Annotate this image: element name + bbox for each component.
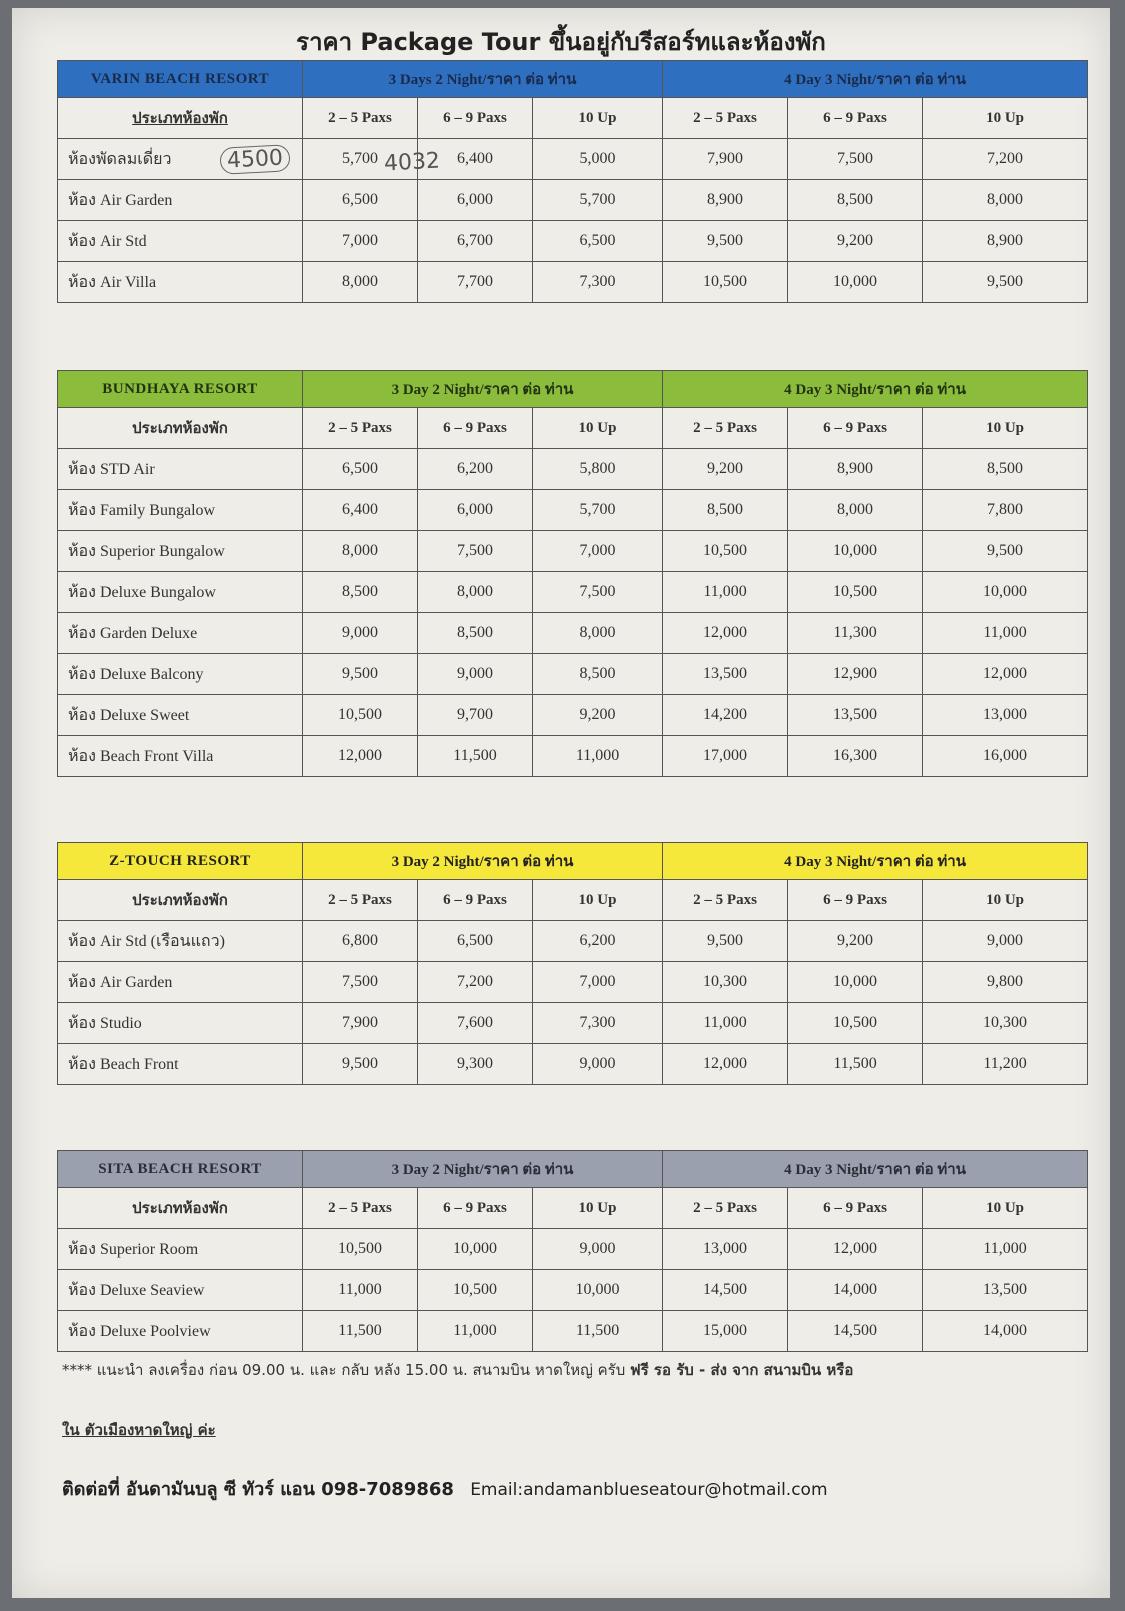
price-cell: 8,900 xyxy=(788,449,923,490)
pax-6-9-header: 6 – 9 Paxs xyxy=(418,408,533,449)
price-cell: 5,700 xyxy=(533,180,663,221)
resort-header-row xyxy=(58,61,1088,98)
footnote-text: **** แนะนำ ลงเครื่อง ก่อน 09.00 น. และ กลับ หลัง 15.00 น. สนามบิน หาดใหญ่ ครับ xyxy=(62,1361,631,1379)
price-cell: 9,500 xyxy=(303,1044,418,1085)
price-cell: 7,500 xyxy=(788,139,923,180)
pax-2-5-header: 2 – 5 Paxs xyxy=(303,98,418,139)
price-cell: 10,500 xyxy=(788,572,923,613)
room-name: ห้อง Garden Deluxe xyxy=(58,613,303,654)
table-row xyxy=(58,1270,1088,1311)
price-cell: 9,500 xyxy=(923,262,1088,303)
price-cell: 13,000 xyxy=(663,1229,788,1270)
price-cell: 6,800 xyxy=(303,921,418,962)
price-cell: 14,500 xyxy=(663,1270,788,1311)
price-cell: 11,000 xyxy=(533,736,663,777)
pax-2-5-header: 2 – 5 Paxs xyxy=(663,1188,788,1229)
package-3d2n: 3 Days 2 Night/ราคา ต่อ ท่าน xyxy=(303,61,663,98)
price-cell: 9,300 xyxy=(418,1044,533,1085)
table-row xyxy=(58,1044,1088,1085)
price-cell: 7,500 xyxy=(418,531,533,572)
price-cell: 5,000 xyxy=(533,139,663,180)
pax-10up-header: 10 Up xyxy=(533,880,663,921)
handwritten-note-a: 4500 xyxy=(219,144,290,175)
resort-name: BUNDHAYA RESORT xyxy=(58,371,303,408)
package-4d3n: 4 Day 3 Night/ราคา ต่อ ท่าน xyxy=(663,61,1088,98)
price-cell: 10,500 xyxy=(663,531,788,572)
price-cell: 9,200 xyxy=(533,695,663,736)
price-cell: 14,000 xyxy=(788,1270,923,1311)
price-cell: 8,500 xyxy=(303,572,418,613)
pax-6-9-header: 6 – 9 Paxs xyxy=(788,408,923,449)
table-row xyxy=(58,736,1088,777)
contact-email: Email:andamanblueseatour@hotmail.com xyxy=(470,1480,828,1500)
price-cell: 9,500 xyxy=(663,221,788,262)
price-cell: 10,500 xyxy=(788,1003,923,1044)
price-cell: 6,200 xyxy=(418,449,533,490)
price-cell: 6,500 xyxy=(303,180,418,221)
price-cell: 6,000 xyxy=(418,180,533,221)
price-cell: 8,000 xyxy=(303,531,418,572)
price-cell: 14,200 xyxy=(663,695,788,736)
room-name: ห้อง Deluxe Bungalow xyxy=(58,572,303,613)
price-cell: 8,900 xyxy=(663,180,788,221)
room-name: ห้อง Air Villa xyxy=(58,262,303,303)
table-row xyxy=(58,449,1088,490)
table-row xyxy=(58,654,1088,695)
price-cell: 8,500 xyxy=(533,654,663,695)
price-cell: 11,500 xyxy=(788,1044,923,1085)
price-cell: 11,000 xyxy=(418,1311,533,1352)
column-header-row xyxy=(58,98,1088,139)
pax-10up-header: 10 Up xyxy=(923,98,1088,139)
price-cell: 8,000 xyxy=(303,262,418,303)
price-cell: 11,000 xyxy=(663,1003,788,1044)
footnote-bold-2: ใน ตัวเมืองหาดใหญ่ ค่ะ xyxy=(62,1421,216,1439)
price-cell: 7,900 xyxy=(663,139,788,180)
column-header-row xyxy=(58,1188,1088,1229)
table-row xyxy=(58,262,1088,303)
price-cell: 9,800 xyxy=(923,962,1088,1003)
room-name: ห้อง Beach Front Villa xyxy=(58,736,303,777)
pax-2-5-header: 2 – 5 Paxs xyxy=(663,880,788,921)
price-cell: 7,900 xyxy=(303,1003,418,1044)
price-cell: 12,000 xyxy=(923,654,1088,695)
room-name: ห้อง Air Std xyxy=(58,221,303,262)
price-cell: 12,000 xyxy=(663,1044,788,1085)
contact-text: ติดต่อที่ อันดามันบลู ซี ทัวร์ แอน 098-7089868 xyxy=(62,1479,454,1500)
package-3d2n: 3 Day 2 Night/ราคา ต่อ ท่าน xyxy=(303,1151,663,1188)
price-cell: 8,000 xyxy=(923,180,1088,221)
room-type-header: ประเภทห้องพัก xyxy=(58,880,303,921)
price-cell: 10,500 xyxy=(663,262,788,303)
price-cell: 12,000 xyxy=(663,613,788,654)
room-name: ห้อง Superior Bungalow xyxy=(58,531,303,572)
price-cell: 8,500 xyxy=(788,180,923,221)
price-cell: 6,200 xyxy=(533,921,663,962)
table-row xyxy=(58,531,1088,572)
package-4d3n: 4 Day 3 Night/ราคา ต่อ ท่าน xyxy=(663,371,1088,408)
price-cell: 11,500 xyxy=(303,1311,418,1352)
price-cell: 8,000 xyxy=(533,613,663,654)
price-cell: 13,500 xyxy=(788,695,923,736)
price-cell: 5,800 xyxy=(533,449,663,490)
price-cell: 9,000 xyxy=(418,654,533,695)
room-name: ห้อง Family Bungalow xyxy=(58,490,303,531)
pax-10up-header: 10 Up xyxy=(533,98,663,139)
resort-table-z-touch xyxy=(57,842,1088,1085)
price-cell: 12,000 xyxy=(303,736,418,777)
price-cell: 9,000 xyxy=(923,921,1088,962)
room-type-header: ประเภทห้องพัก xyxy=(58,98,303,139)
room-name: ห้อง Deluxe Seaview xyxy=(58,1270,303,1311)
contact-line xyxy=(62,1474,828,1503)
pax-6-9-header: 6 – 9 Paxs xyxy=(418,880,533,921)
price-cell: 7,000 xyxy=(533,531,663,572)
price-cell: 11,200 xyxy=(923,1044,1088,1085)
room-name: ห้อง Air Garden xyxy=(58,180,303,221)
table-row xyxy=(58,490,1088,531)
resort-name: SITA BEACH RESORT xyxy=(58,1151,303,1188)
room-name: ห้อง Air Garden xyxy=(58,962,303,1003)
price-cell: 12,900 xyxy=(788,654,923,695)
page-title: ราคา Package Tour ขึ้นอยู่กับรีสอร์ทและห้องพัก xyxy=(296,28,826,56)
price-cell: 10,000 xyxy=(923,572,1088,613)
pax-10up-header: 10 Up xyxy=(923,880,1088,921)
room-type-header: ประเภทห้องพัก xyxy=(58,408,303,449)
resort-table-sita xyxy=(57,1150,1088,1352)
price-cell: 8,000 xyxy=(418,572,533,613)
table-row xyxy=(58,1229,1088,1270)
pax-10up-header: 10 Up xyxy=(923,408,1088,449)
price-cell: 8,000 xyxy=(788,490,923,531)
resort-header-row xyxy=(58,1151,1088,1188)
price-cell: 9,200 xyxy=(788,221,923,262)
price-cell: 11,000 xyxy=(303,1270,418,1311)
price-cell: 9,500 xyxy=(663,921,788,962)
price-cell: 11,000 xyxy=(923,613,1088,654)
price-cell: 7,700 xyxy=(418,262,533,303)
price-cell: 9,500 xyxy=(923,531,1088,572)
price-cell: 16,300 xyxy=(788,736,923,777)
price-cell: 9,500 xyxy=(303,654,418,695)
price-cell: 14,000 xyxy=(923,1311,1088,1352)
price-cell: 9,700 xyxy=(418,695,533,736)
footnote-bold: ฟรี รอ รับ - ส่ง จาก สนามบิน หรือ xyxy=(630,1361,854,1379)
price-cell: 11,500 xyxy=(533,1311,663,1352)
price-cell: 7,600 xyxy=(418,1003,533,1044)
package-4d3n: 4 Day 3 Night/ราคา ต่อ ท่าน xyxy=(663,1151,1088,1188)
price-cell: 16,000 xyxy=(923,736,1088,777)
price-cell: 7,300 xyxy=(533,262,663,303)
price-cell: 8,500 xyxy=(923,449,1088,490)
table-row xyxy=(58,180,1088,221)
column-header-row xyxy=(58,880,1088,921)
table-row xyxy=(58,139,1088,180)
resort-table-varin xyxy=(57,60,1088,303)
footnote-line-1 xyxy=(62,1358,853,1382)
price-cell: 6,000 xyxy=(418,490,533,531)
price-cell: 10,500 xyxy=(418,1270,533,1311)
price-cell: 6,700 xyxy=(418,221,533,262)
pax-6-9-header: 6 – 9 Paxs xyxy=(418,98,533,139)
pax-2-5-header: 2 – 5 Paxs xyxy=(303,408,418,449)
price-cell: 7,200 xyxy=(418,962,533,1003)
pax-2-5-header: 2 – 5 Paxs xyxy=(303,880,418,921)
price-cell: 7,500 xyxy=(533,572,663,613)
room-type-header: ประเภทห้องพัก xyxy=(58,1188,303,1229)
pax-10up-header: 10 Up xyxy=(923,1188,1088,1229)
pax-2-5-header: 2 – 5 Paxs xyxy=(663,408,788,449)
price-cell: 5,700 xyxy=(303,139,418,180)
pax-6-9-header: 6 – 9 Paxs xyxy=(418,1188,533,1229)
price-cell: 11,500 xyxy=(418,736,533,777)
price-cell: 11,000 xyxy=(923,1229,1088,1270)
table-row xyxy=(58,1003,1088,1044)
package-3d2n: 3 Day 2 Night/ราคา ต่อ ท่าน xyxy=(303,843,663,880)
price-cell: 7,500 xyxy=(303,962,418,1003)
table-row xyxy=(58,221,1088,262)
price-cell: 8,900 xyxy=(923,221,1088,262)
price-sheet xyxy=(12,8,1110,1598)
room-name: ห้อง Deluxe Sweet xyxy=(58,695,303,736)
price-cell: 10,300 xyxy=(923,1003,1088,1044)
price-cell: 9,000 xyxy=(303,613,418,654)
handwritten-note-b: 4032 xyxy=(383,148,441,177)
table-row xyxy=(58,962,1088,1003)
table-row xyxy=(58,695,1088,736)
room-name: ห้อง Studio xyxy=(58,1003,303,1044)
price-cell: 8,500 xyxy=(418,613,533,654)
package-4d3n: 4 Day 3 Night/ราคา ต่อ ท่าน xyxy=(663,843,1088,880)
price-cell: 9,200 xyxy=(663,449,788,490)
resort-table-bundhaya xyxy=(57,370,1088,777)
price-cell: 10,300 xyxy=(663,962,788,1003)
price-cell: 10,000 xyxy=(788,531,923,572)
price-cell: 17,000 xyxy=(663,736,788,777)
price-cell: 5,700 xyxy=(533,490,663,531)
table-row xyxy=(58,1311,1088,1352)
price-cell: 6,500 xyxy=(533,221,663,262)
price-cell: 10,000 xyxy=(418,1229,533,1270)
price-cell: 13,000 xyxy=(923,695,1088,736)
table-row xyxy=(58,613,1088,654)
price-cell: 6,500 xyxy=(303,449,418,490)
pax-6-9-header: 6 – 9 Paxs xyxy=(788,98,923,139)
price-cell: 10,500 xyxy=(303,1229,418,1270)
resort-header-row xyxy=(58,371,1088,408)
footnote-line-2 xyxy=(62,1418,216,1442)
room-name: ห้อง Beach Front xyxy=(58,1044,303,1085)
price-cell: 14,500 xyxy=(788,1311,923,1352)
pax-6-9-header: 6 – 9 Paxs xyxy=(788,1188,923,1229)
pax-2-5-header: 2 – 5 Paxs xyxy=(663,98,788,139)
price-cell: 13,500 xyxy=(663,654,788,695)
price-cell: 7,300 xyxy=(533,1003,663,1044)
price-cell: 10,000 xyxy=(533,1270,663,1311)
room-name: ห้อง Superior Room xyxy=(58,1229,303,1270)
price-cell: 7,800 xyxy=(923,490,1088,531)
room-name: ห้อง Air Std (เรือนแถว) xyxy=(58,921,303,962)
price-cell: 10,000 xyxy=(788,262,923,303)
pax-2-5-header: 2 – 5 Paxs xyxy=(303,1188,418,1229)
price-cell: 9,000 xyxy=(533,1044,663,1085)
pax-6-9-header: 6 – 9 Paxs xyxy=(788,880,923,921)
resort-header-row xyxy=(58,843,1088,880)
room-name: ห้อง Deluxe Balcony xyxy=(58,654,303,695)
price-cell: 12,000 xyxy=(788,1229,923,1270)
price-cell: 10,500 xyxy=(303,695,418,736)
pax-10up-header: 10 Up xyxy=(533,1188,663,1229)
table-row xyxy=(58,572,1088,613)
price-cell: 15,000 xyxy=(663,1311,788,1352)
price-cell: 10,000 xyxy=(788,962,923,1003)
column-header-row xyxy=(58,408,1088,449)
room-name: ห้อง STD Air xyxy=(58,449,303,490)
price-cell: 6,400 xyxy=(418,139,533,180)
resort-name: VARIN BEACH RESORT xyxy=(58,61,303,98)
price-cell: 7,000 xyxy=(533,962,663,1003)
price-cell: 7,000 xyxy=(303,221,418,262)
room-name: ห้อง Deluxe Poolview xyxy=(58,1311,303,1352)
price-cell: 8,500 xyxy=(663,490,788,531)
price-cell: 9,200 xyxy=(788,921,923,962)
price-cell: 6,500 xyxy=(418,921,533,962)
price-cell: 11,000 xyxy=(663,572,788,613)
package-3d2n: 3 Day 2 Night/ราคา ต่อ ท่าน xyxy=(303,371,663,408)
price-cell: 7,200 xyxy=(923,139,1088,180)
room-name: ห้องพัดลมเดี่ยว xyxy=(58,139,303,180)
price-cell: 13,500 xyxy=(923,1270,1088,1311)
pax-10up-header: 10 Up xyxy=(533,408,663,449)
price-cell: 11,300 xyxy=(788,613,923,654)
price-cell: 6,400 xyxy=(303,490,418,531)
price-cell: 9,000 xyxy=(533,1229,663,1270)
table-row xyxy=(58,921,1088,962)
resort-name: Z-TOUCH RESORT xyxy=(58,843,303,880)
